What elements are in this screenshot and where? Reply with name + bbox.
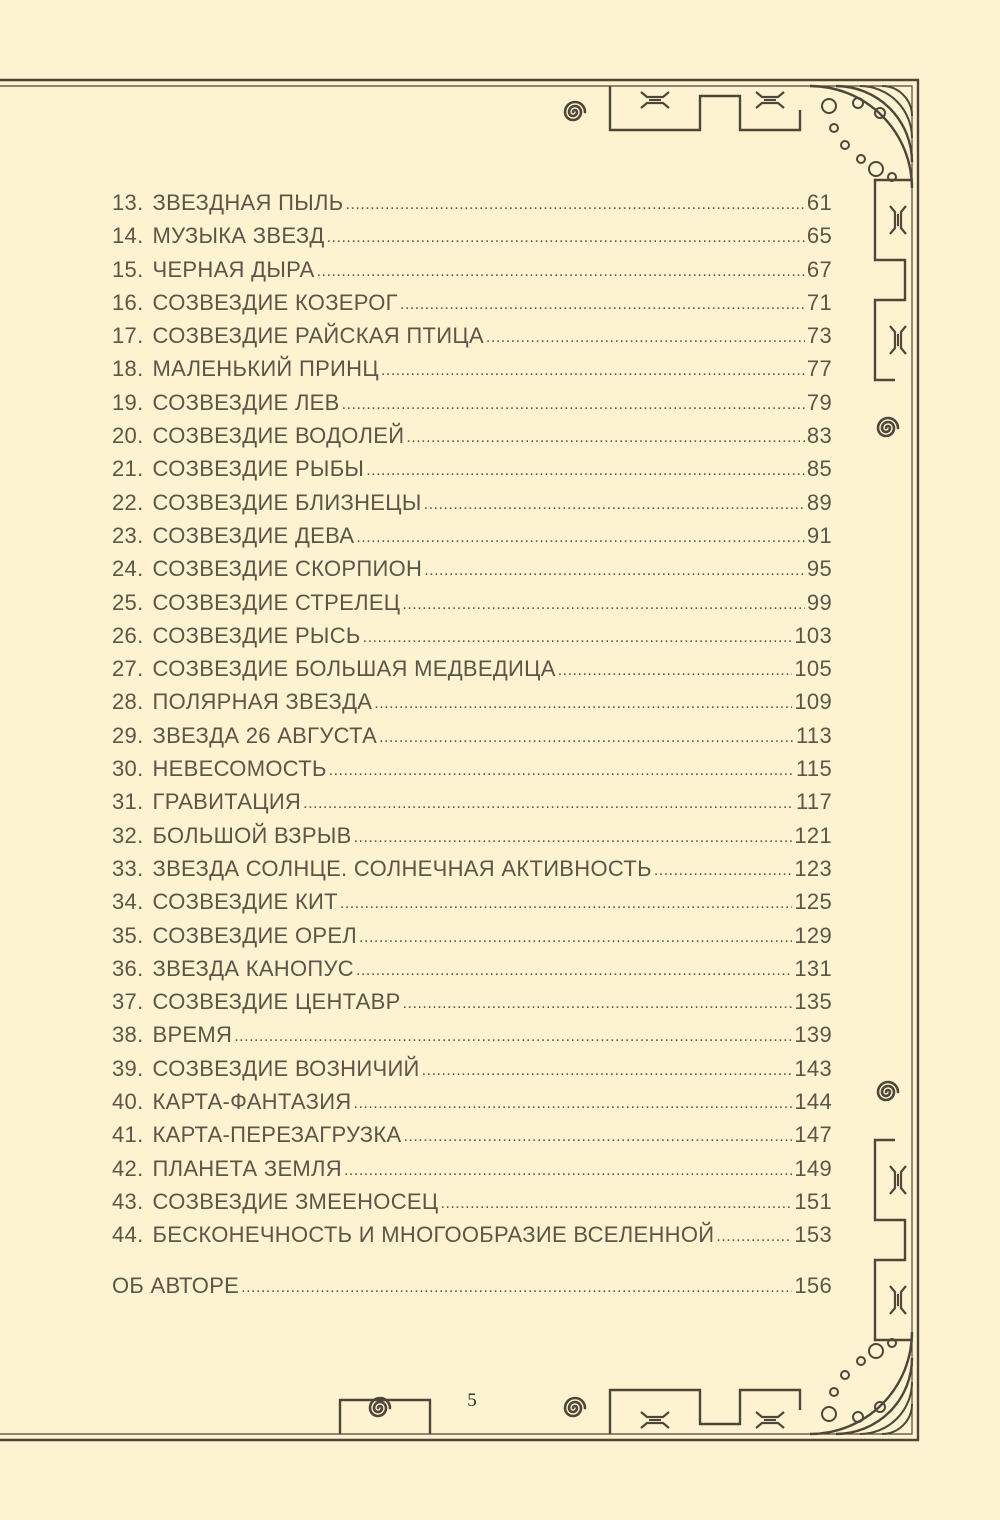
toc-leader-dots (403, 988, 793, 1014)
toc-entry-title: ЗВЕЗДА СОЛНЦЕ. СОЛНЕЧНАЯ АКТИВНОСТЬ (152, 855, 652, 881)
toc-entry-number: 22. (112, 489, 144, 515)
toc-entry (112, 856, 832, 889)
toc-entry-number: 28. (112, 689, 144, 715)
toc-entry-title: МАЛЕНЬКИЙ ПРИНЦ (152, 356, 379, 382)
toc-entry-number: 32. (112, 822, 144, 848)
toc-entry (112, 190, 832, 223)
toc-entry-page: 67 (806, 256, 832, 282)
toc-entry-number: 23. (112, 522, 144, 548)
toc-entry (112, 223, 832, 256)
toc-leader-dots (558, 655, 793, 681)
toc-entry-page: 144 (794, 1089, 832, 1115)
toc-entry-title: СОЗВЕЗДИЕ РАЙСКАЯ ПТИЦА (152, 323, 484, 349)
toc-leader-dots (356, 955, 792, 981)
toc-entry (112, 989, 832, 1022)
toc-entry-number: 20. (112, 423, 144, 449)
toc-leader-dots (344, 1155, 792, 1181)
toc-entry-number: 29. (112, 722, 144, 748)
toc-leader-dots (424, 489, 805, 515)
toc-entry-number: 36. (112, 955, 144, 981)
toc-entry-page: 153 (794, 1222, 832, 1248)
toc-entry (112, 889, 832, 922)
toc-entry (112, 456, 832, 489)
toc-leader-dots (374, 688, 792, 714)
toc-entry-page: 83 (806, 423, 832, 449)
toc-entry (112, 356, 832, 389)
toc-entry-page: 109 (794, 689, 832, 715)
toc-entry-title: ЗВЕЗДА КАНОПУС (152, 955, 354, 981)
toc-entry-number: 43. (112, 1188, 144, 1214)
toc-entry-title: СОЗВЕЗДИЕ БЛИЗНЕЦЫ (152, 489, 422, 515)
toc-entry-number: 26. (112, 622, 144, 648)
toc-entry-title: НЕВЕСОМОСТЬ (152, 756, 327, 782)
toc-entry-page: 61 (806, 190, 832, 215)
toc-entry (112, 1089, 832, 1122)
toc-entry (112, 556, 832, 589)
toc-entry (112, 923, 832, 956)
toc-entry-page: 103 (794, 622, 832, 648)
toc-leader-dots (356, 522, 805, 548)
toc-entry-title: ГРАВИТАЦИЯ (152, 789, 302, 815)
toc-leader-dots (340, 888, 792, 914)
toc-entry-number: 33. (112, 855, 144, 881)
toc-entry-title: СОЗВЕЗДИЕ БОЛЬШАЯ МЕДВЕДИЦА (152, 656, 556, 682)
spiral-icon (565, 1398, 585, 1416)
toc-entry (112, 1189, 832, 1222)
toc-entry-title: КАРТА-ПЕРЕЗАГРУЗКА (152, 1122, 402, 1148)
toc-entry-number: 21. (112, 456, 144, 482)
toc-leader-dots (234, 1021, 792, 1047)
eye-motif-icon (890, 326, 906, 354)
toc-entry (112, 423, 832, 456)
toc-entry (112, 656, 832, 689)
toc-leader-dots (327, 222, 805, 248)
toc-entry-page: 131 (794, 955, 832, 981)
toc-entry-page: 115 (796, 756, 832, 782)
bead-chain-icon (822, 98, 896, 181)
toc-entry-number: 39. (112, 1055, 144, 1081)
eye-motif-icon (641, 1412, 669, 1428)
toc-entry-title: БОЛЬШОЙ ВЗРЫВ (152, 822, 352, 848)
toc-entry-title: ПОЛЯРНАЯ ЗВЕЗДА (152, 689, 373, 715)
toc-entry-page: 91 (806, 522, 832, 548)
toc-entry-number: 17. (112, 323, 144, 349)
spiral-icon (565, 102, 585, 120)
bead-chain-icon (822, 1339, 896, 1422)
toc-entry (112, 1156, 832, 1189)
toc-entry (112, 689, 832, 722)
toc-entry-title: СОЗВЕЗДИЕ ВОЗНИЧИЙ (152, 1055, 420, 1081)
toc-entry-page: 117 (796, 789, 832, 815)
toc-entry-number: 40. (112, 1089, 144, 1115)
toc-entry-number: 14. (112, 223, 144, 249)
toc-entry (112, 590, 832, 623)
eye-motif-icon (756, 92, 784, 108)
toc-leader-dots (440, 1188, 792, 1214)
toc-entry-number: 35. (112, 922, 144, 948)
toc-leader-dots (422, 1055, 793, 1081)
toc-entry-page: 89 (806, 489, 832, 515)
toc-leader-dots (716, 1221, 792, 1247)
toc-leader-dots (402, 589, 805, 615)
toc-entry (112, 823, 832, 856)
toc-entry-title: БЕСКОНЕЧНОСТЬ И МНОГООБРАЗИЕ ВСЕЛЕННОЙ (152, 1222, 715, 1248)
eye-motif-icon (890, 206, 906, 234)
toc-entry (112, 723, 832, 756)
toc-entry-number: 18. (112, 356, 144, 382)
toc-leader-dots (400, 289, 805, 315)
toc-leader-dots (654, 855, 793, 881)
toc-entry-page: 95 (806, 556, 832, 582)
toc-entry-title: ЗВЕЗДА 26 АВГУСТА (152, 722, 378, 748)
toc-entry-title: ОБ АВТОРЕ (112, 1272, 240, 1298)
eye-motif-icon (641, 92, 669, 108)
toc-entry-title: СОЗВЕЗДИЕ КИТ (152, 889, 338, 915)
toc-entry-number: 19. (112, 389, 144, 415)
toc-leader-dots (241, 1272, 792, 1298)
toc-entry-number: 27. (112, 656, 144, 682)
toc-entry-about-author (112, 1273, 832, 1306)
toc-entry-title: СОЗВЕЗДИЕ РЫБЫ (152, 456, 365, 482)
toc-entry (112, 257, 832, 290)
toc-entry-page: 73 (806, 323, 832, 349)
toc-entry (112, 623, 832, 656)
toc-leader-dots (379, 722, 794, 748)
toc-leader-dots (359, 922, 792, 948)
toc-entry-page: 125 (794, 889, 832, 915)
toc-entry-title: СОЗВЕЗДИЕ СТРЕЛЕЦ (152, 589, 401, 615)
toc-entry (112, 290, 832, 323)
toc-entry (112, 323, 832, 356)
toc-entry-title: СОЗВЕЗДИЕ ДЕВА (152, 522, 355, 548)
toc-entry (112, 1056, 832, 1089)
toc-entry-number: 37. (112, 989, 144, 1015)
toc-entry-number: 31. (112, 789, 144, 815)
toc-entry (112, 490, 832, 523)
toc-entry (112, 756, 832, 789)
toc-entry-page: 139 (794, 1022, 832, 1048)
toc-leader-dots (406, 422, 805, 448)
toc-entry-page: 147 (794, 1122, 832, 1148)
eye-motif-icon (890, 1286, 906, 1314)
toc-entry (112, 789, 832, 822)
toc-leader-dots (403, 1121, 792, 1147)
toc-entry-page: 135 (794, 989, 832, 1015)
toc-entry (112, 1022, 832, 1055)
toc-entry (112, 1122, 832, 1155)
toc-entry-page: 85 (806, 456, 832, 482)
toc-entry-title: МУЗЫКА ЗВЕЗД (152, 223, 325, 249)
toc-entry-title: ПЛАНЕТА ЗЕМЛЯ (152, 1155, 342, 1181)
toc-entry-page: 65 (806, 223, 832, 249)
toc-entry-page: 79 (806, 389, 832, 415)
toc-entry-page: 113 (796, 722, 832, 748)
toc-entry-title: СОЗВЕЗДИЕ СКОРПИОН (152, 556, 423, 582)
toc-entry-page: 99 (806, 589, 832, 615)
table-of-contents (112, 190, 832, 1306)
toc-entry-title: СОЗВЕЗДИЕ ЛЕВ (152, 389, 340, 415)
toc-entry (112, 1222, 832, 1255)
toc-entry-page: 129 (794, 922, 832, 948)
spiral-icon (878, 1082, 898, 1100)
toc-leader-dots (424, 555, 805, 581)
toc-entry-page: 71 (806, 289, 832, 315)
toc-leader-dots (366, 455, 805, 481)
toc-entry-number: 15. (112, 256, 144, 282)
toc-leader-dots (345, 189, 804, 215)
toc-leader-dots (317, 256, 805, 282)
toc-entry-title: СОЗВЕЗДИЕ ЗМЕЕНОСЕЦ (152, 1188, 439, 1214)
toc-entry (112, 523, 832, 556)
toc-entry-page: 151 (794, 1188, 832, 1214)
eye-motif-icon (756, 1412, 784, 1428)
toc-entry-page: 77 (806, 356, 832, 382)
page-number: 5 (467, 1390, 477, 1411)
toc-entry-page: 123 (794, 855, 832, 881)
toc-entry-number: 44. (112, 1222, 144, 1248)
toc-entry-title: ЗВЕЗДНАЯ ПЫЛЬ (152, 190, 344, 215)
toc-entry (112, 956, 832, 989)
toc-entry-page: 143 (794, 1055, 832, 1081)
toc-leader-dots (342, 389, 805, 415)
toc-leader-dots (363, 622, 793, 648)
eye-motif-icon (890, 1166, 906, 1194)
corner-arc-icon (810, 1332, 912, 1434)
toc-leader-dots (354, 1088, 793, 1114)
toc-entry-title: ЧЕРНАЯ ДЫРА (152, 256, 315, 282)
toc-entry-page: 149 (794, 1155, 832, 1181)
toc-leader-dots (329, 755, 794, 781)
toc-entry-number: 13. (112, 190, 144, 215)
spiral-icon (878, 418, 898, 436)
toc-entry-number: 34. (112, 889, 144, 915)
toc-entry-number: 30. (112, 756, 144, 782)
toc-entry-number: 42. (112, 1155, 144, 1181)
toc-entry-title: СОЗВЕЗДИЕ ОРЕЛ (152, 922, 358, 948)
toc-entry-title: СОЗВЕЗДИЕ ЦЕНТАВР (152, 989, 401, 1015)
corner-arc-icon (810, 86, 912, 188)
toc-leader-dots (381, 355, 805, 381)
toc-entry-title: КАРТА-ФАНТАЗИЯ (152, 1089, 352, 1115)
toc-entry-number: 38. (112, 1022, 144, 1048)
toc-entry-page: 105 (794, 656, 832, 682)
toc-entry-title: СОЗВЕЗДИЕ РЫСЬ (152, 622, 361, 648)
toc-entry-number: 41. (112, 1122, 144, 1148)
toc-entry-page: 121 (794, 822, 832, 848)
toc-entry-page: 156 (794, 1272, 832, 1298)
toc-leader-dots (354, 822, 793, 848)
toc-leader-dots (486, 322, 805, 348)
toc-leader-dots (303, 788, 794, 814)
toc-entry-number: 25. (112, 589, 144, 615)
toc-entry-number: 24. (112, 556, 144, 582)
toc-entry-title: СОЗВЕЗДИЕ КОЗЕРОГ (152, 289, 398, 315)
toc-entry-title: СОЗВЕЗДИЕ ВОДОЛЕЙ (152, 423, 405, 449)
toc-entry-title: ВРЕМЯ (152, 1022, 233, 1048)
toc-entry (112, 390, 832, 423)
toc-entry-number: 16. (112, 289, 144, 315)
